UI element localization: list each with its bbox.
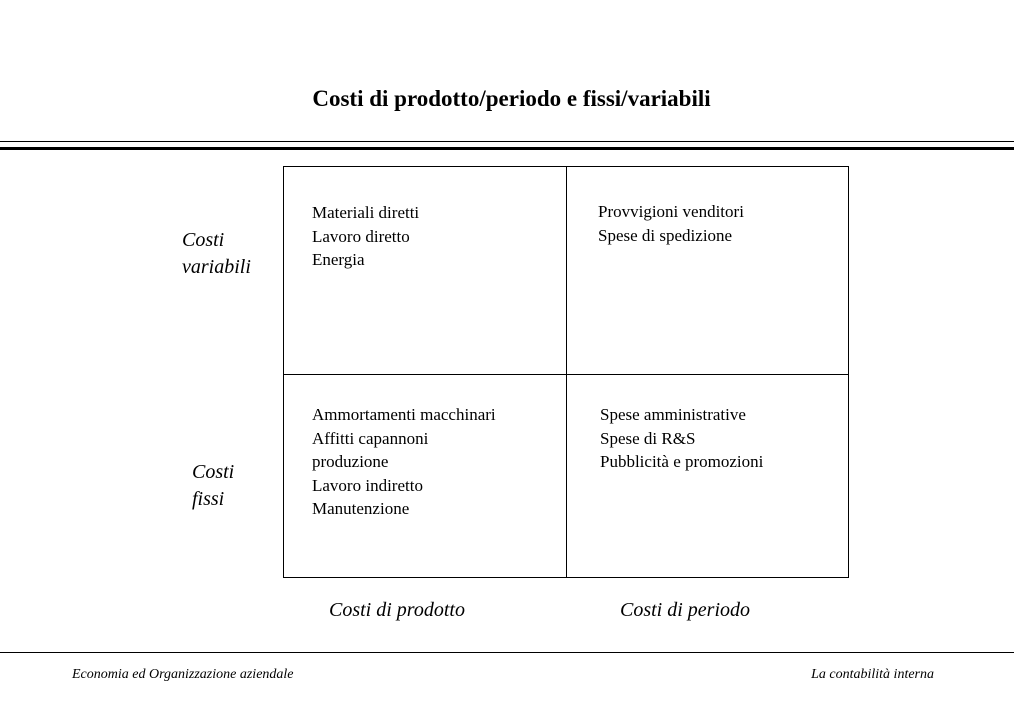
row-label-costi-variabili <box>182 227 251 281</box>
cell-item: Spese di R&S <box>600 428 696 448</box>
cell-item: produzione <box>312 452 389 471</box>
cell-item: Spese amministrative <box>600 405 746 424</box>
top-rule-thin <box>0 141 1014 142</box>
footer-course-name: Economia ed Organizzazione aziendale <box>72 667 294 682</box>
top-rule-thick <box>0 147 1014 150</box>
cell-item: Energia <box>312 250 365 269</box>
cell-variabili-prodotto <box>312 201 419 272</box>
matrix-vertical-divider <box>566 167 567 577</box>
matrix-horizontal-divider <box>284 374 848 375</box>
cell-item: Spese di spedizione <box>598 225 733 245</box>
cell-item: Pubblicità e promozioni <box>600 452 764 471</box>
cell-item: Lavoro indiretto <box>312 475 423 495</box>
column-label-costi-di-prodotto: Costi di prodotto <box>329 599 465 621</box>
cost-matrix <box>283 166 849 578</box>
cell-item: Provvigioni venditori <box>598 202 744 221</box>
row-label-fissi-line-2: fissi <box>192 488 225 510</box>
row-label-fissi-line-1: Costi <box>192 461 235 483</box>
cell-item: Affitti capannoni <box>312 428 429 448</box>
cell-item: Manutenzione <box>312 499 410 518</box>
row-label-costi-fissi <box>192 459 234 513</box>
column-label-costi-di-periodo: Costi di periodo <box>620 599 751 621</box>
footer-topic-name: La contabilità interna <box>811 667 934 682</box>
footer-rule <box>0 652 1014 653</box>
cell-fissi-prodotto <box>312 403 496 521</box>
cell-item: Ammortamenti macchinari <box>312 405 496 424</box>
row-label-variabili-line-1: Costi <box>182 229 225 251</box>
cell-variabili-periodo <box>598 200 744 247</box>
cell-item: Materiali diretti <box>312 203 420 222</box>
cell-item: Lavoro diretto <box>312 226 410 246</box>
slide-title: Costi di prodotto/periodo e fissi/variabili <box>312 86 711 111</box>
row-label-variabili-line-2: variabili <box>182 256 251 278</box>
cell-fissi-periodo <box>600 403 763 474</box>
